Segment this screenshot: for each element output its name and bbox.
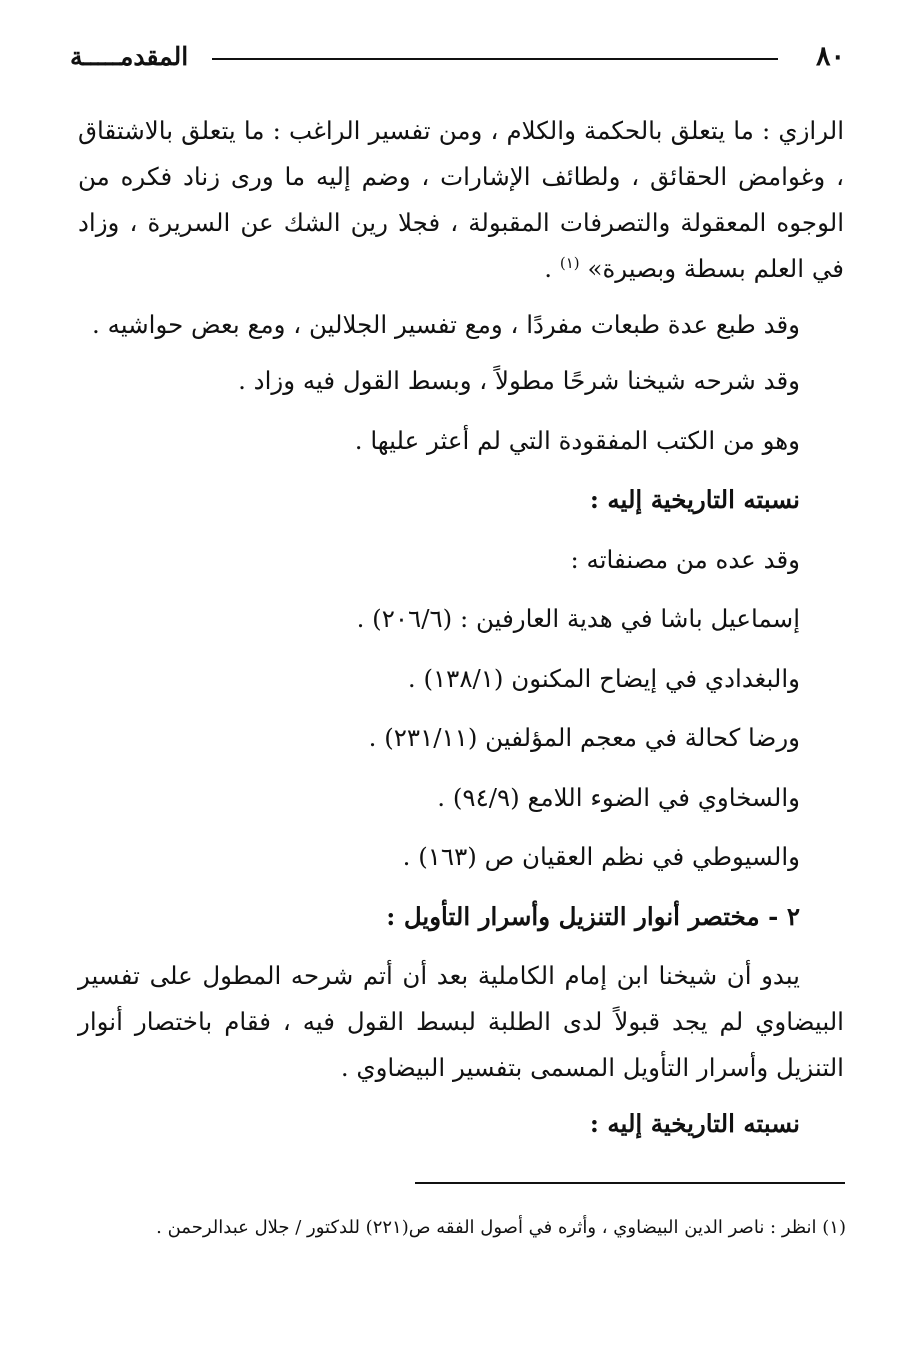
paragraph-abridgment: يبدو أن شيخنا ابن إمام الكاملية بعد أن أتم شرحه المطول على تفسير البيضاوي لم يجد قبولاً لدى الطلبة لبسط القول فيه ، فقام باختصار أنوار التنزيل وأسرار التأويل المسمى بتفسير البيضاوي . bbox=[78, 961, 844, 1082]
paragraph-text: الرازي : ما يتعلق بالحكمة والكلام ، ومن تفسير الراغب : ما يتعلق بالاشتقاق ، وغوامض الحقائق ، ولطائف الإشارات ، وضم إليه ما ورى زناد فكره من الوجوه المعقولة والتصرفات المقبولة ، فجلا رين الشك عن السريرة ، وزاد في العلم بسطة وبصيرة» bbox=[78, 116, 844, 283]
paragraph-razi-quote bbox=[78, 108, 844, 292]
reference-item: ورضا كحالة في معجم المؤلفين (٢٣١/١١) . bbox=[368, 723, 800, 752]
footnote: (١) انظر : ناصر الدين البيضاوي ، وأثره في أصول الفقه ص(٢٢١) للدكتور / جلال عبدالرحمن . bbox=[156, 1217, 846, 1238]
page-header bbox=[70, 36, 845, 76]
footnote-separator bbox=[415, 1182, 845, 1184]
paragraph-end: . bbox=[544, 254, 553, 283]
body-text bbox=[78, 108, 844, 1161]
header-rule bbox=[212, 58, 778, 60]
paragraph-commentary: وقد شرحه شيخنا شرحًا مطولاً ، وبسط القول فيه وزاد . bbox=[238, 366, 800, 395]
paragraph-lost-book: وهو من الكتب المفقودة التي لم أعثر عليها . bbox=[354, 425, 800, 455]
reference-item: والسيوطي في نظم العقيان ص (١٦٣) . bbox=[402, 842, 800, 871]
page-number: ٨٠ bbox=[815, 40, 845, 72]
section-heading-attribution-2: نسبته التاريخية إليه : bbox=[589, 1109, 800, 1138]
paragraph-counted: وقد عده من مصنفاته : bbox=[570, 544, 800, 574]
reference-item: إسماعيل باشا في هدية العارفين : (٢٠٦/٦) . bbox=[356, 604, 800, 633]
footnote-reference: (١) bbox=[559, 253, 580, 272]
reference-item: والبغدادي في إيضاح المكنون (١٣٨/١) . bbox=[407, 663, 800, 693]
section-heading-attribution: نسبته التاريخية إليه : bbox=[589, 485, 800, 514]
chapter-title: المقدمـــــة bbox=[70, 41, 189, 71]
paragraph-editions: وقد طبع عدة طبعات مفردًا ، ومع تفسير الجلالين ، ومع بعض حواشيه . bbox=[92, 310, 800, 339]
section-heading-abridgment: ٢ - مختصر أنوار التنزيل وأسرار التأويل : bbox=[386, 901, 800, 931]
reference-item: والسخاوي في الضوء اللامع (٩٤/٩) . bbox=[437, 782, 800, 812]
